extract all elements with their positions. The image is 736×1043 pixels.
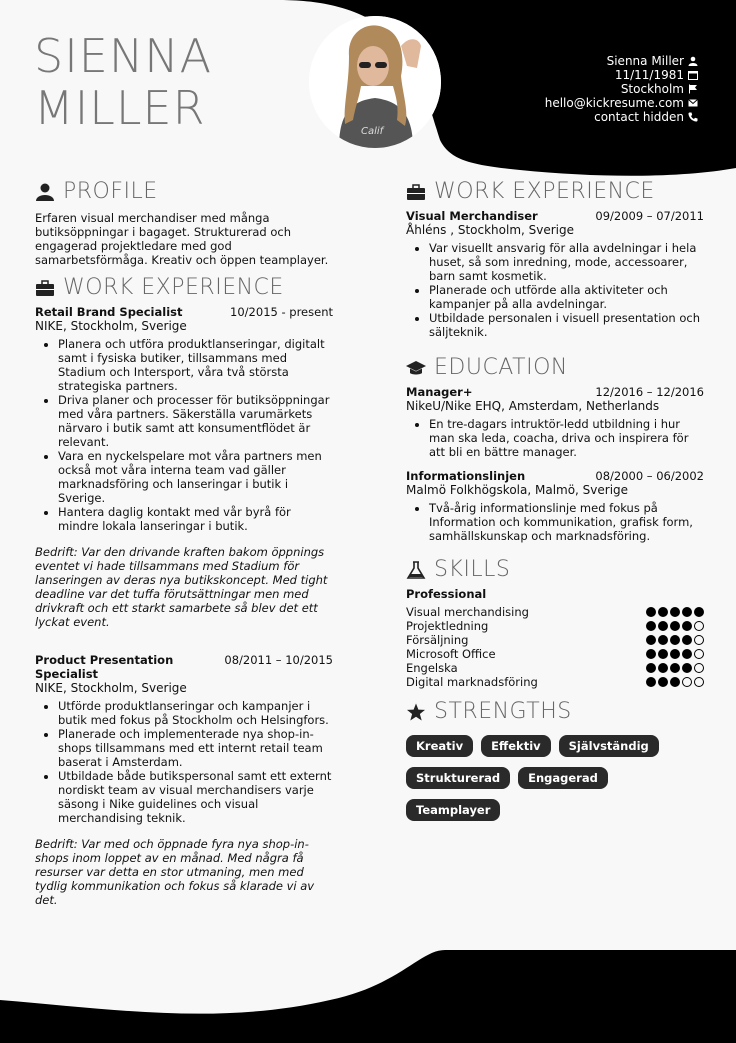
job-bullets <box>406 241 704 339</box>
skill-level-dots <box>646 677 704 687</box>
education-entry <box>406 469 704 543</box>
profile-section-title <box>35 179 333 204</box>
education-date: 08/2000 – 06/2002 <box>595 469 704 483</box>
flask-icon <box>406 561 426 579</box>
skill-dot-filled <box>670 607 680 617</box>
skill-dot-empty <box>682 677 692 687</box>
job-achievement: Bedrift: Var med och öppnade fyra nya shop-in-shops inom loppet av en månad. Med några få resurser var detta en stor utmaning, men med tydlig kommunikation och fokus så klarade vi av det. <box>35 837 315 907</box>
skills-list <box>406 605 704 689</box>
skill-level-dots <box>646 663 704 673</box>
strength-tag: Teamplayer <box>406 799 500 821</box>
education-bullets <box>406 417 704 459</box>
skill-row <box>406 675 704 689</box>
left-column <box>35 179 333 907</box>
skill-dot-filled <box>646 607 656 617</box>
skill-level-dots <box>646 635 704 645</box>
education-place: Malmö Folkhögskola, Malmö, Sverige <box>406 483 629 497</box>
job-header <box>35 653 333 681</box>
job-entry <box>35 653 333 907</box>
strength-tag: Effektiv <box>481 735 551 757</box>
skill-name: Engelska <box>406 661 458 675</box>
skill-name: Projektledning <box>406 619 489 633</box>
job-date: 09/2009 – 07/2011 <box>595 209 704 223</box>
skill-dot-filled <box>658 635 668 645</box>
contact-phone: contact hidden <box>594 110 684 124</box>
list-item: • Var visuellt ansvarig för alla avdelningar i hela huset, så som inredning, mode, accessoarer, barn samt kosmetik. <box>429 241 704 283</box>
flag-icon <box>688 84 698 94</box>
job-date: 10/2015 - present <box>230 305 333 319</box>
phone-icon <box>688 112 698 122</box>
skill-row <box>406 605 704 619</box>
envelope-icon <box>688 98 698 108</box>
work-right-section-title <box>406 179 704 204</box>
work-left-section-title <box>35 275 333 300</box>
contact-location-row <box>545 82 698 96</box>
skill-name: Digital marknadsföring <box>406 675 538 689</box>
list-item: • Hantera daglig kontakt med vår byrå för mindre lokala lanseringar i butik. <box>58 505 333 533</box>
first-name: SIENNA <box>34 29 213 83</box>
skill-dot-empty <box>694 621 704 631</box>
job-bullets <box>35 337 333 533</box>
skill-dot-empty <box>694 649 704 659</box>
strength-tag: Strukturerad <box>406 767 510 789</box>
education-bullets <box>406 501 704 543</box>
skill-dot-filled <box>646 635 656 645</box>
job-bullets <box>35 699 333 825</box>
skill-row <box>406 647 704 661</box>
skills-subtitle: Professional <box>406 587 487 601</box>
job-entry <box>406 209 704 339</box>
job-title: Visual Merchandiser <box>406 209 538 223</box>
skill-row <box>406 633 704 647</box>
contact-phone-row <box>545 110 698 124</box>
strength-tag: Självständig <box>559 735 659 757</box>
list-item: • Planerade och implementerade nya shop-in-shops tillsammans med ett internt retail team baserat i Amsterdam. <box>58 727 333 769</box>
skill-dot-empty <box>694 677 704 687</box>
skill-dot-filled <box>646 649 656 659</box>
shirt-text: Calif <box>361 126 384 137</box>
skill-name: Visual merchandising <box>406 605 529 619</box>
job-header <box>406 209 704 223</box>
skill-dot-filled <box>682 621 692 631</box>
skill-name: Försäljning <box>406 633 469 647</box>
contact-block <box>545 54 698 124</box>
skill-dot-filled <box>670 677 680 687</box>
list-item: • Utbildade personalen i visuell presentation och säljteknik. <box>429 311 704 339</box>
portrait-illustration <box>309 16 441 148</box>
list-item: • Planerade och utförde alla aktiviteter och kampanjer på alla avdelningar. <box>429 283 704 311</box>
skill-dot-filled <box>670 621 680 631</box>
profile-photo <box>309 16 441 148</box>
education-title-text: Informationslinjen <box>406 469 526 483</box>
job-place: NIKE, Stockholm, Sverige <box>35 681 187 695</box>
skill-dot-filled <box>646 663 656 673</box>
briefcase-icon <box>406 183 426 201</box>
list-item: • Driva planer och processer för butiksöppningar med våra partners. Säkerställa varumärkets närvaro i butik samt att konsumentflödet är relevant. <box>58 393 333 449</box>
job-entry <box>35 305 333 629</box>
skill-row <box>406 661 704 675</box>
skill-dot-filled <box>670 635 680 645</box>
graduation-cap-icon <box>406 359 426 377</box>
skill-dot-filled <box>658 621 668 631</box>
job-header <box>35 305 333 319</box>
education-date: 12/2016 – 12/2016 <box>595 385 704 399</box>
list-item: • Utbildade både butikspersonal samt ett externt nordiskt team av visual merchandisers varje säsong i Nike guidelines och visual merchandising teknik. <box>58 769 333 825</box>
job-achievement: Bedrift: Var den drivande kraften bakom öppnings eventet vi hade tillsammans med Stadium för lanseringen av deras nya butikskoncept. Med tight deadline var det tuffa förutsättningar men med drivkraft och ett starkt samarbete så blev det ett lyckat event. <box>35 545 328 629</box>
skill-name: Microsoft Office <box>406 647 496 661</box>
skill-dot-filled <box>658 649 668 659</box>
strength-tag: Engagerad <box>518 767 608 789</box>
job-date: 08/2011 – 10/2015 <box>224 653 333 667</box>
skill-dot-filled <box>658 607 668 617</box>
skill-dot-filled <box>646 621 656 631</box>
skill-level-dots <box>646 649 704 659</box>
star-icon <box>406 703 426 721</box>
contact-birthdate: 11/11/1981 <box>614 68 684 82</box>
list-item: • Planera och utföra produktlanseringar, digitalt samt i fysiska butiker, tillsammans med Stadium och Intersport, våra två största strategiska partners. <box>58 337 333 393</box>
skill-level-dots <box>646 621 704 631</box>
skill-dot-filled <box>682 663 692 673</box>
skill-dot-filled <box>682 635 692 645</box>
skill-dot-filled <box>646 677 656 687</box>
person-icon <box>688 56 698 66</box>
education-entry <box>406 385 704 459</box>
briefcase-icon <box>35 279 55 297</box>
contact-location: Stockholm <box>620 82 684 96</box>
calendar-icon <box>688 70 698 80</box>
list-item: • Utförde produktlanseringar och kampanjer i butik med fokus på Stockholm och Helsingfors. <box>58 699 333 727</box>
skill-dot-filled <box>682 607 692 617</box>
last-name: MILLER <box>34 81 206 135</box>
skill-dot-filled <box>670 663 680 673</box>
job-title: Retail Brand Specialist <box>35 305 183 319</box>
skill-dot-filled <box>670 649 680 659</box>
skills-title: SKILLS <box>434 557 511 582</box>
work-right-title: WORK EXPERIENCE <box>434 179 655 204</box>
strength-tag: Kreativ <box>406 735 473 757</box>
skill-dot-filled <box>682 649 692 659</box>
contact-name: Sienna Miller <box>606 54 684 68</box>
skill-dot-empty <box>694 635 704 645</box>
skill-level-dots <box>646 607 704 617</box>
skills-section-title <box>406 557 704 582</box>
skill-row <box>406 619 704 633</box>
contact-email[interactable]: hello@kickresume.com <box>544 96 684 110</box>
job-title: Product Presentation Specialist <box>35 653 174 681</box>
name-heading <box>34 30 212 134</box>
skill-dot-filled <box>658 663 668 673</box>
skill-dot-filled <box>694 607 704 617</box>
skill-dot-empty <box>694 663 704 673</box>
education-header <box>406 385 704 399</box>
skill-dot-filled <box>658 677 668 687</box>
job-place: Åhléns , Stockholm, Sverige <box>406 223 575 237</box>
strength-tags <box>406 735 704 821</box>
right-column <box>406 179 704 821</box>
work-left-title: WORK EXPERIENCE <box>63 275 284 300</box>
person-icon <box>35 183 55 201</box>
profile-text: Erfaren visual merchandiser med många butiksöppningar i bagaget. Strukturerad och engagerad projektledare med god samarbetsförmåga. Kreativ och öppen teamplayer. <box>35 211 329 267</box>
strengths-title: STRENGTHS <box>434 699 572 724</box>
education-title-text: Manager+ <box>406 385 473 399</box>
contact-email-row <box>545 96 698 110</box>
list-item: • Vara en nyckelspelare mot våra partners men också mot våra interna team vad gäller marknadsföring och lanseringar i butik i Sverige. <box>58 449 333 505</box>
education-place: NikeU/Nike EHQ, Amsterdam, Netherlands <box>406 399 660 413</box>
list-item: • En tre-dagars intruktör-ledd utbildning i hur man ska leda, coacha, driva och inspirera för att bli en bättre manager. <box>429 417 704 459</box>
education-title: EDUCATION <box>434 355 568 380</box>
education-header <box>406 469 704 483</box>
profile-title: PROFILE <box>63 179 158 204</box>
strengths-section-title <box>406 699 704 724</box>
contact-birthdate-row <box>545 68 698 82</box>
education-section-title <box>406 355 704 380</box>
contact-name-row <box>545 54 698 68</box>
list-item: • Två-årig informationslinje med fokus på Information och kommunikation, grafisk form, samhällskunskap och marknadsföring. <box>429 501 704 543</box>
job-place: NIKE, Stockholm, Sverige <box>35 319 187 333</box>
